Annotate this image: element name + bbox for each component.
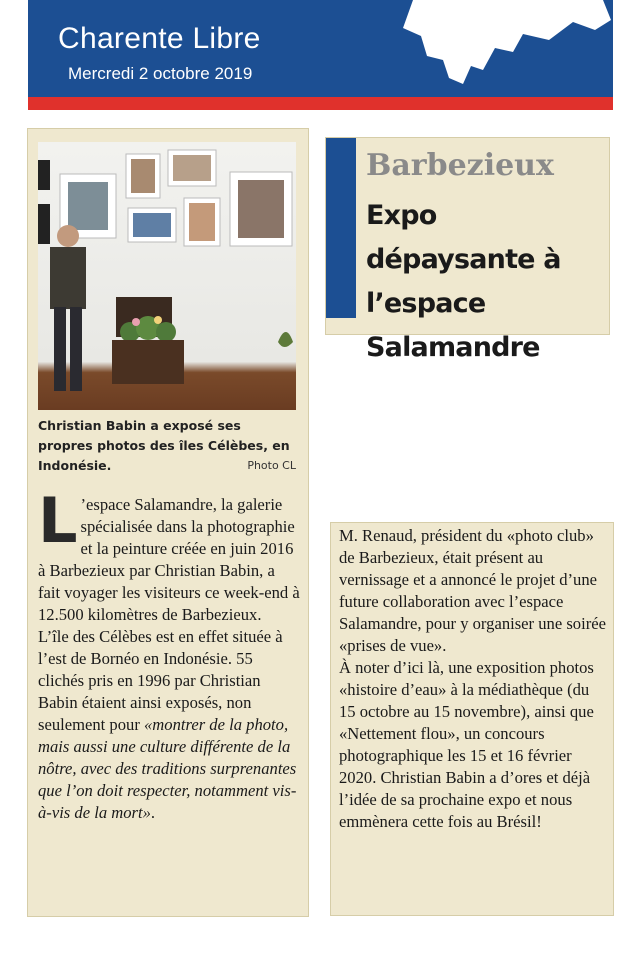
headline-box (325, 137, 610, 363)
photo-credit: Photo CL (247, 459, 296, 472)
region-map-graphic (373, 0, 613, 97)
headline-accent-bar (326, 138, 356, 318)
paragraph-2-end: . (150, 803, 156, 822)
photo-caption: Christian Babin a exposé ses propres photos des îles Célèbes, en Indonésie. (38, 418, 290, 473)
paragraph-3: M. Renaud, président du «photo club» de Barbezieux, était présent au vernissage et a annoncé le projet d’une future collaboration avec l’espace Salamandre, pour y organiser une soirée «prises de vue». (339, 526, 606, 655)
article-kicker: Barbezieux (366, 148, 554, 183)
masthead-red-stripe (28, 97, 613, 110)
paragraph-2-text: L’île des Célèbes est en effet située à l’est de Bornéo en Indonésie. 55 clichés pris en 1996 par Christian Babin étaient ainsi exposés, non seulement pour (38, 627, 283, 734)
paragraph-4: À noter d’ici là, une exposition photos «histoire d’eau» à la médiathèque (du 15 octobre au 15 novembre), ainsi que «Nettement flou», un concours photographique les 15 et 16 février 2020. Christian Babin a d’ores et déjà l’idée de sa prochaine expo et nous emmènera cette fois au Brésil! (339, 658, 594, 831)
masthead (28, 0, 613, 97)
column-2-text (339, 525, 607, 833)
photo-column (27, 128, 309, 917)
issue-date: Mercredi 2 octobre 2019 (68, 64, 253, 83)
photo-illustration (38, 142, 296, 410)
article-headline: Expo dépaysante à l’espace Salamandre (366, 200, 561, 363)
article-body-column-2 (330, 522, 614, 916)
newspaper-name: Charente Libre (58, 22, 261, 55)
paragraph-1: ’espace Salamandre, la galerie spécialisée dans la photographie et la peinture créée en juin 2016 à Barbezieux par Christian Babin, a fait voyager les visiteurs ce week-end à 12.500 kilomètres de Barbezieux. (38, 495, 300, 624)
paragraph-2-quote: «montrer de la photo, mais aussi une culture différente de la nôtre, avec des traditions surprenantes que l’on doit respecter, notamment vis-à-vis de la mort» (38, 715, 297, 822)
article-body-column-1 (38, 484, 300, 824)
drop-cap: L (38, 484, 78, 557)
article-photo (38, 142, 296, 410)
